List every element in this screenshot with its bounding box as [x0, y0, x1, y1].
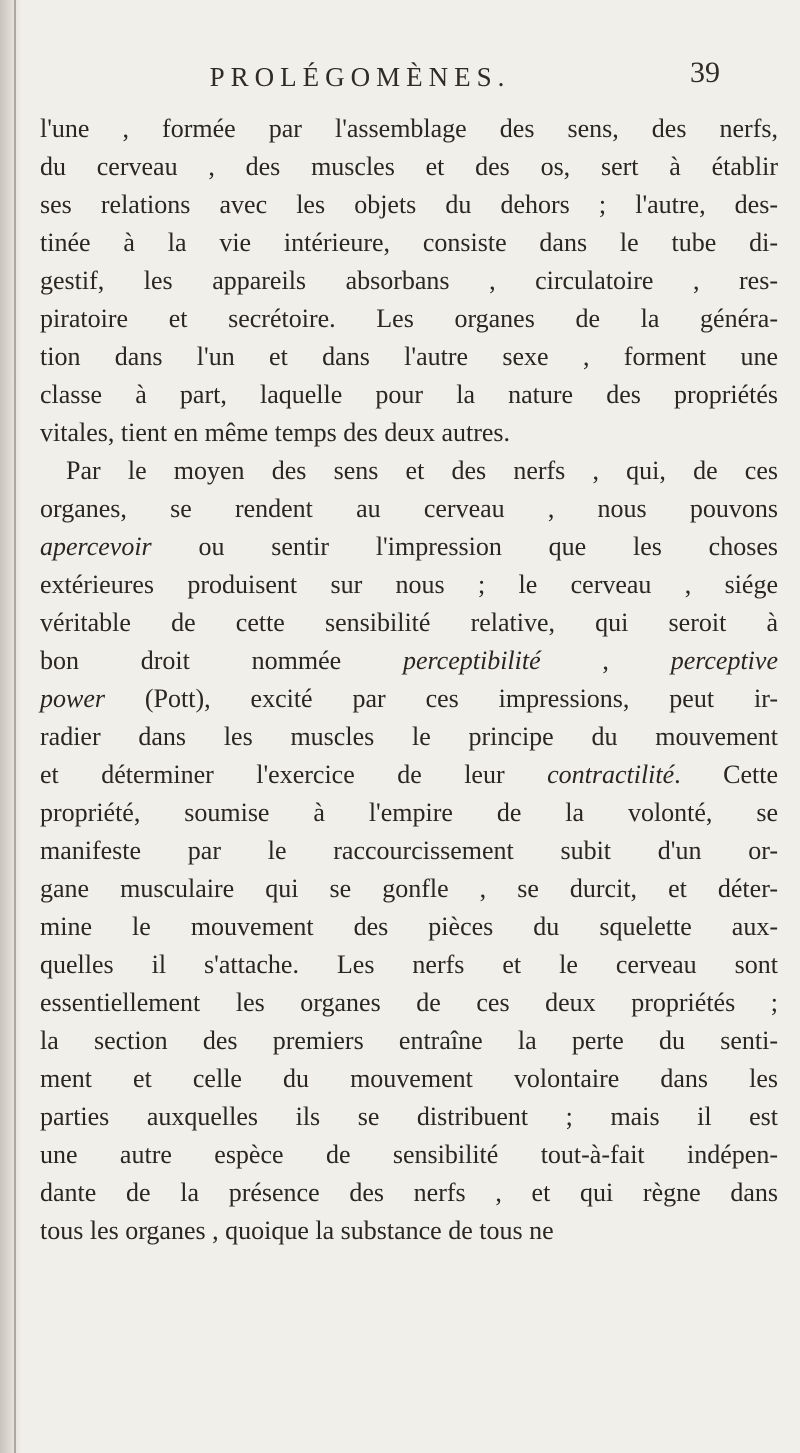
text-line: apercevoir ou sentir l'impression que les choses	[40, 532, 778, 561]
running-head	[0, 56, 800, 102]
text-line: la section des premiers entraîne la perte du senti-	[40, 1026, 778, 1055]
text-line: une autre espèce de sensibilité tout-à-fait indépen-	[40, 1140, 778, 1169]
text-line: vitales, tient en même temps des deux autres.	[40, 418, 511, 447]
text-line: ses relations avec les objets du dehors ; l'autre, des-	[40, 190, 778, 219]
text-line: véritable de cette sensibilité relative, qui seroit à	[40, 608, 778, 637]
page-number: 39	[690, 56, 720, 89]
text-line: parties auxquelles ils se distribuent ; mais il est	[40, 1102, 778, 1131]
binding-edge	[0, 0, 22, 1453]
body-text	[40, 110, 778, 1250]
text-line: propriété, soumise à l'empire de la volonté, se	[40, 798, 778, 827]
text-line: piratoire et secrétoire. Les organes de la généra-	[40, 304, 778, 333]
text-line: tous les organes , quoique la substance de tous ne	[40, 1216, 554, 1245]
text-line: mine le mouvement des pièces du squelette aux-	[40, 912, 778, 941]
text-line: ment et celle du mouvement volontaire dans les	[40, 1064, 778, 1093]
text-line: et déterminer l'exercice de leur contractilité. Cette	[40, 760, 778, 789]
text-line: tion dans l'un et dans l'autre sexe , forment une	[40, 342, 778, 371]
text-line: classe à part, laquelle pour la nature des propriétés	[40, 380, 778, 409]
text-line: quelles il s'attache. Les nerfs et le cerveau sont	[40, 950, 778, 979]
text-line: manifeste par le raccourcissement subit d'un or-	[40, 836, 778, 865]
text-line: gane musculaire qui se gonfle , se durcit, et déter-	[40, 874, 778, 903]
binding-line	[14, 0, 16, 1453]
text-line: tinée à la vie intérieure, consiste dans le tube di-	[40, 228, 778, 257]
text-line: radier dans les muscles le principe du mouvement	[40, 722, 778, 751]
text-line: du cerveau , des muscles et des os, sert à établir	[40, 152, 778, 181]
text-line: l'une , formée par l'assemblage des sens, des nerfs,	[40, 114, 778, 143]
text-line: organes, se rendent au cerveau , nous pouvons	[40, 494, 778, 523]
text-line: gestif, les appareils absorbans , circulatoire , res-	[40, 266, 778, 295]
running-head-title: PROLÉGOMÈNES.	[209, 62, 511, 92]
text-line: Par le moyen des sens et des nerfs , qui, de ces	[66, 456, 778, 485]
text-line: extérieures produisent sur nous ; le cerveau , siége	[40, 570, 778, 599]
text-line: dante de la présence des nerfs , et qui règne dans	[40, 1178, 778, 1207]
text-line: power (Pott), excité par ces impressions, peut ir-	[40, 684, 778, 713]
text-line: bon droit nommée perceptibilité , perceptive	[40, 646, 778, 675]
text-line: essentiellement les organes de ces deux propriétés ;	[40, 988, 778, 1017]
